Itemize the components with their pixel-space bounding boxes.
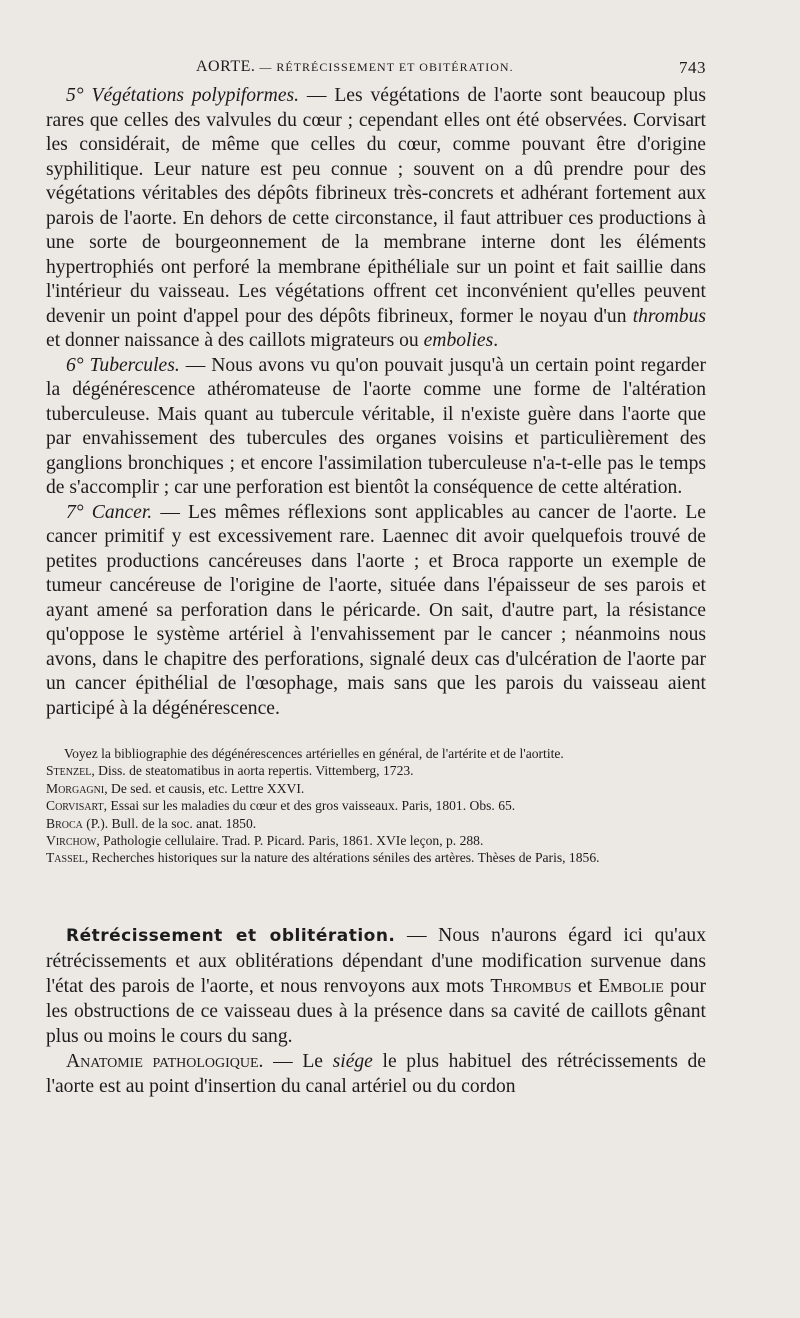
paragraph-text: — Les mêmes réflexions sont applicables au cancer de l'aorte. Le cancer primitif y est excessivement rare. Laennec dit avoir quelquefois trouvé de petites productions cancéreuses dans l'aorte ; et Broca rapporte un exemple de tumeur cancéreuse de l'origine de l'aorte, située dans l'épaisseur de ses parois et ayant amené sa perforation dans le péricarde. On sait, d'autre part, la résistance qu'oppose le système artériel à l'envahissement par le cancer ; néanmoins nous avons, dans le chapitre des perforations, signalé deux cas d'ulcération de l'aorte par un cancer épithélial de l'œsophage, mais sans que les parois du vaisseau aient participé à la dégénérescence.	[46, 501, 706, 719]
paragraph-text: le plus habituel des rétrécissements de l'aorte est au point d'insertion du canal artériel ou du cordon	[46, 1050, 706, 1097]
reference-entry	[46, 745, 706, 762]
paragraph-label: 6° Tubercules.	[66, 354, 180, 376]
header-section: RÉTRÉCISSEMENT ET OBITÉRATION.	[276, 60, 514, 74]
reference-author: Tassel,	[46, 850, 89, 866]
reference-text: Essai sur les maladies du cœur et des gros vaisseaux. Paris, 1801. Obs. 65.	[107, 798, 516, 814]
paragraph-text: — Nous avons vu qu'on pouvait jusqu'à un certain point regarder la dégénérescence athéromateuse de l'aorte comme une forme de l'altération tuberculeuse. Mais quant au tubercule véritable, il n'existe guère dans l'aorte que par envahissement des tubercules des organes voisins et particulièrement des ganglions bronchiques ; et encore l'assimilation tuberculeuse n'a-t-elle pas le temps de s'accomplir ; car une perforation est bientôt la conséquence de cette altération.	[46, 354, 706, 498]
reference-text: Voyez la bibliographie des dégénérescences artérielles en général, de l'artérite et de l'aortite.	[64, 746, 564, 761]
paragraph-cancer	[46, 501, 706, 722]
bibliography	[46, 745, 706, 867]
reference-author: Broca	[46, 815, 83, 831]
paragraph-tubercules	[46, 354, 706, 501]
running-header	[46, 58, 706, 84]
reference-text: De sed. et causis, etc. Lettre XXVI.	[107, 780, 305, 796]
section-retrecissement	[46, 923, 706, 1099]
paragraph-text: — Le	[263, 1050, 333, 1072]
reference-entry	[46, 797, 706, 814]
reference-text: Recherches historiques sur la nature des altérations séniles des artères. Thèses de Paris, 1856.	[88, 850, 600, 866]
paragraph-label: 5° Végétations polypiformes.	[66, 85, 300, 106]
reference-author: Virchow,	[46, 833, 100, 849]
reference-text: Diss. de steatomatibus in aorta repertis. Vittemberg, 1723.	[94, 763, 414, 779]
paragraph-text: .	[493, 330, 499, 351]
reference-entry	[46, 780, 706, 797]
reference-text: Pathologie cellulaire. Trad. P. Picard. Paris, 1861. XVIe leçon, p. 288.	[99, 833, 484, 849]
italic-term: thrombus	[632, 305, 706, 327]
cross-reference: Thrombus	[490, 975, 572, 997]
header-title	[196, 58, 514, 76]
paragraph-text: — Les végétations de l'aorte sont beaucoup plus rares que celles des valvules du cœur ; cependant elles ont été observées. Corvisart les considérait, de même que celles du cœur, comme pouvant être d'origine syphilitique. Leur nature est peu connue ; souvent on a dû prendre pour des végétations véritables des dépôts fibrineux très-concrets et adhérant fortement aux parois de l'aorte. En dehors de cette circonstance, il faut attribuer ces productions à une sorte de bourgeonnement de la membrane interne dont les éléments hypertrophiés ont perforé la membrane épithéliale sur un point et fait saillie dans l'intérieur du vaisseau. Les végétations offrent cet inconvénient qu'elles peuvent devenir un point d'appel pour des dépôts fibrineux, former le noyau d'un	[46, 85, 706, 327]
paragraph-anatomie	[46, 1049, 706, 1099]
reference-entry	[46, 815, 706, 832]
reference-text: (P.). Bull. de la soc. anat. 1850.	[82, 815, 257, 831]
paragraph-vegetations	[46, 84, 706, 354]
paragraph-text: pour les obstructions de ce vaisseau dues à la présence dans sa cavité de caillots gênant plus ou moins le cours du sang.	[46, 975, 706, 1047]
reference-entry	[46, 762, 706, 779]
page-number: 743	[679, 58, 706, 77]
reference-entry	[46, 849, 706, 866]
paragraph-label: Anatomie pathologique.	[66, 1050, 264, 1072]
paragraph-text: — Nous n'aurons égard ici qu'aux rétrécissements et aux oblitérations dépendant d'une modification survenue dans l'état des parois de l'aorte, et nous renvoyons aux mots	[46, 924, 706, 997]
reference-author: Stenzel,	[46, 763, 95, 779]
section-intro	[46, 923, 706, 1049]
italic-term: siége	[332, 1050, 373, 1072]
reference-entry	[46, 832, 706, 849]
header-dash: —	[255, 60, 277, 74]
italic-term: embolies	[423, 330, 494, 351]
header-aorte: AORTE.	[196, 58, 256, 75]
book-page	[46, 58, 706, 1099]
section-heading: Rétrécissement et oblitération.	[66, 925, 396, 946]
reference-author: Corvisart,	[46, 798, 108, 814]
paragraph-text: et	[571, 975, 599, 997]
paragraph-label: 7° Cancer.	[66, 501, 153, 523]
paragraph-text: et donner naissance à des caillots migrateurs ou	[46, 330, 424, 351]
cross-reference: Embolie	[598, 975, 664, 997]
reference-author: Morgagni,	[46, 780, 108, 796]
